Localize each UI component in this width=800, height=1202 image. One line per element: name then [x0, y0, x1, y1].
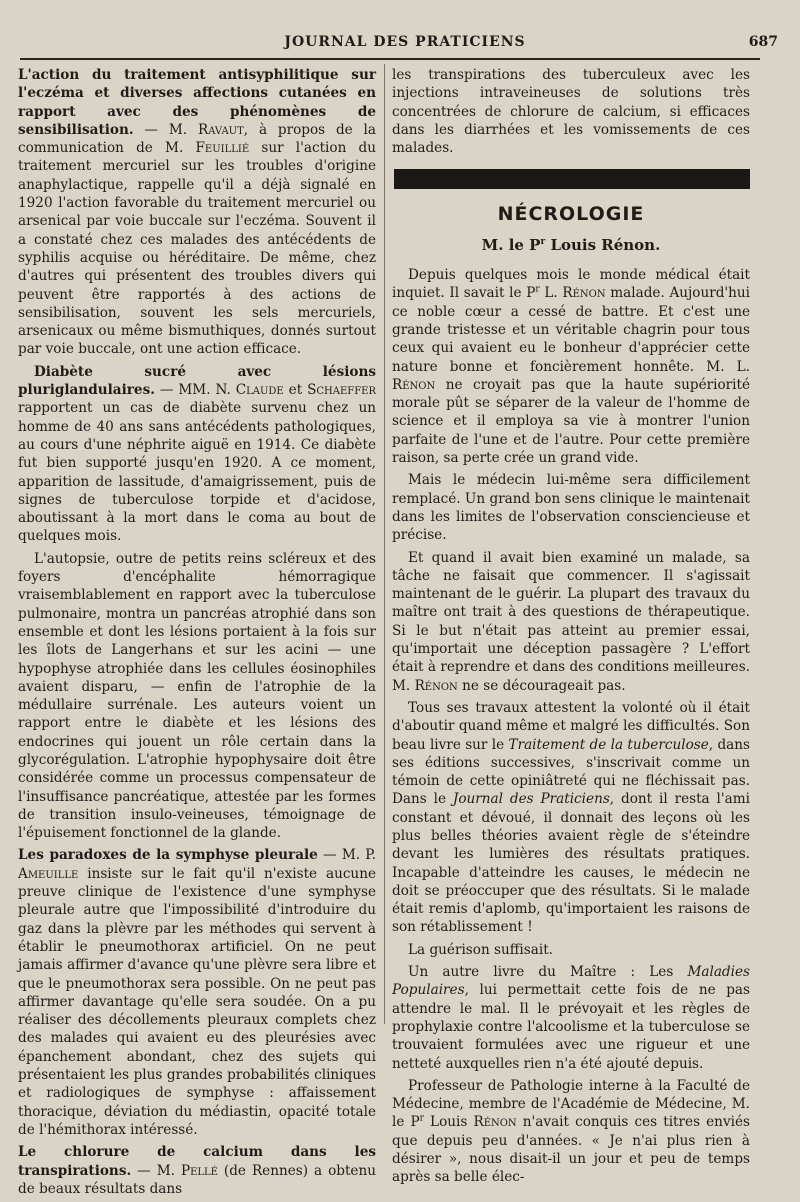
running-title: JOURNAL DES PRATICIENS — [284, 34, 526, 50]
obituary-paragraph: Mais le médecin lui-même sera difficilement remplacé. Un grand bon sens clinique le maintenait dans les limites de l'observation consciencieuse et précise. — [392, 472, 750, 544]
section-title: NÉCROLOGIE — [497, 203, 645, 226]
article-heading: Les paradoxes de la symphyse pleurale — [18, 847, 318, 864]
author-name: Pellé — [180, 1162, 218, 1179]
header-rule — [20, 58, 760, 60]
section-separator-band — [394, 169, 750, 189]
article-heading: Le chlorure de calcium dans les transpirations. — [18, 1144, 376, 1179]
article-heading: L'action du traitement antisyphilitique sur l'eczéma et diverses affections cutanées en rapport avec des phénomènes de sensibilisation. — [18, 67, 376, 138]
column-divider — [384, 64, 385, 1024]
article-heading: Diabète sucré avec lésions pluriglandulaires. — [18, 363, 376, 399]
obituary-paragraph: La guérison suffisait. — [408, 941, 553, 958]
obituary-paragraph: Professeur de Pathologie interne à la Faculté de Médecine, membre de l'Académie de Médecine, M. le $P^r$ Louis Rénon n'avait conquis ces titres enviés que depuis peu d'années. « Je n'ai plus rien à désirer », nous disait-il un jour et peu de temps après sa belle élec- — [392, 1077, 750, 1186]
author-name: Ravaut — [197, 121, 244, 138]
person-name: Rénon — [562, 285, 606, 302]
article-paragraph: L'autopsie, outre de petits reins scléreux et des foyers d'encéphalite hémorragique vraisemblablement en rapport avec la tuberculose pulmonaire, montra un pancréas atrophié dans son ensemble et dont les lésions portaient à la fois sur les îlots de Langerhans et sur les acini — une hypophyse atrophiée dans les cellules éosinophiles avaient disparu, — enfin de l'atrophie de la médullaire surrénale. Les auteurs voient un rapport entre le diabète et les lésions des endocrines qui jouent un rôle certain dans la glycorégulation. L'atrophie hypophysaire doit être considérée comme un processus compensateur de l'insuffisance pancréatique, attestée par les formes de transition insulo-veineuses, témoignage de l'épuisement fonctionnel de la glande. — [18, 550, 376, 842]
obituary-paragraph: Un autre livre du Maître : Les Maladies Populaires, lui permettait cette fois de ne pas attendre le mal. Il le prévoyait et les règles de prophylaxie contre l'alcoolisme et la tuberculose se trouvaient formulées avec une rigueur et une netteté auxquelles rien n'a été ajouté depuis. — [392, 964, 750, 1072]
right-column — [392, 66, 750, 1191]
left-column — [18, 66, 376, 1202]
page-number: 687 — [748, 34, 778, 50]
obituary-paragraph: Depuis quelques mois le monde médical était inquiet. Il savait le $P^r$ L. Rénon malade. Aujourd'hui ce noble cœur a cessé de battre. Et c'est une grande tristesse et un véritable chagrin pour tous ceux qui avaient eu le bonheur d'apprécier cette nature bonne et foncièrement honnête. M. L. Rénon ne croyait pas que la haute supériorité morale pût se séparer de la valeur de l'homme de science et il employa sa vie à montrer l'union parfaite de l'une et de l'autre. Pour cette première raison, sa perte crée un grand vide. — [392, 267, 750, 467]
journal-title: Journal des Praticiens — [452, 791, 610, 808]
person-name: Rénon — [414, 677, 458, 694]
article-continuation: les transpirations des tuberculeux avec les injections intraveineuses de solutions très concentrées de chlorure de calcium, si efficaces dans les diarrhées et les vomissements de ces malades. — [392, 67, 750, 157]
obituary-paragraph: Et quand il avait bien examiné un malade, sa tâche ne faisait que commencer. Il s'agissait maintenant de le guérir. La plupart des travaux du maître ont trait à des questions de thérapeutique. Si le but n'était pas atteint au premier essai, qu'importait une déception passagère ? L'effort était à reprendre et dans des conditions meilleures. M. Rénon ne se décourageait pas. — [392, 549, 750, 694]
author-name: Feuillié — [195, 140, 250, 157]
book-title: Maladies Populaires — [392, 964, 750, 999]
author-name: Schaeffer — [307, 382, 376, 399]
page-header — [20, 30, 790, 56]
author-name: Ameuille — [18, 865, 79, 882]
article-symphyse: Les paradoxes de la symphyse pleurale — M. P. Ameuille insiste sur le fait qu'il n'existe aucune preuve clinique de l'existence d'une symphyse pleurale autre que l'impossibilité d'introduire du gaz dans la plèvre par les méthodes qui servent à établir le pneumothorax artificiel. On ne peut jamais affirmer d'avance qu'une plèvre sera libre et que le pneumothorax sera possible. On ne peut pas affirmer davantage qu'elle sera soudée. On a pu réaliser des décollements pleuraux complets chez des malades qui avaient eu des pleurésies avec épanchement abondant, chez des sujets qui présentaient les plus grandes probabilités cliniques et radiologiques de symphyse : affaissement thoracique, déviation du médiastin, opacité totale de l'hémithorax intéressé. — [18, 847, 377, 1138]
article-diabete: Diabète sucré avec lésions pluriglandulaires. — MM. N. Claude et Schaeffer rapportent un cas de diabète survenu chez un homme de 40 ans sans antécédents pathologiques, au cours d'une néphrite aiguë en 1914. Ce diabète fut bien supporté jusqu'en 1920. A ce moment, apparition de lassitude, d'amaigrissement, puis de signes de tuberculose torpide et d'acidose, aboutissant à la mort dans le coma au bout de quelques mois. — [18, 363, 376, 545]
author-name: Claude — [235, 382, 284, 399]
book-title: Traitement de la tuberculose — [508, 736, 709, 753]
obituary-paragraph: Tous ses travaux attestent la volonté où il était d'aboutir quand même et malgré les difficultés. Son beau livre sur le Traitement de la tuberculose, dans ses éditions successives, s'inscrivait comme un témoin de cette opiniâtreté qui ne fléchissait pas. Dans le Journal des Praticiens, dont il resta l'ami constant et dévoué, il donnait des leçons où les plus belles théories avaient règle de s'éteindre devant les lumières des résultats pratiques. Incapable d'atteindre les causes, le médecin ne doit se préoccuper que des résultats. Si le malade était remis d'aplomb, qu'importaient les raisons de son rétablissement ! — [392, 699, 750, 936]
article-ravaut: L'action du traitement antisyphilitique sur l'eczéma et diverses affections cutanées en rapport avec des phénomènes de sensibilisation. — M. Ravaut, à propos de la communication de M. Feuillié sur l'action du traitement mercuriel sur les troubles d'origine anaphylactique, rappelle qu'il a déjà signalé en 1920 l'action favorable du traitement mercuriel ou arsenical par voie buccale sur l'eczéma. Souvent il a constaté chez ces malades des antécédents de syphilis acquise ou héréditaire. De même, chez d'autres qui présentent des troubles divers qui peuvent être rapportés à des actions de sensibilisation, souvent les sels mercuriels, arsenicaux ou même bismuthiques, donnés surtout par voie buccale, ont une action efficace. — [18, 67, 376, 358]
article-chlorure: Le chlorure de calcium dans les transpirations. — M. Pellé (de Rennes) a obtenu de beaux résultats dans — [18, 1144, 376, 1197]
obituary-title: M. le $P^r$ Louis Rénon. — [481, 235, 661, 254]
person-name: Rénon — [392, 376, 436, 393]
person-name: Rénon — [473, 1114, 517, 1131]
